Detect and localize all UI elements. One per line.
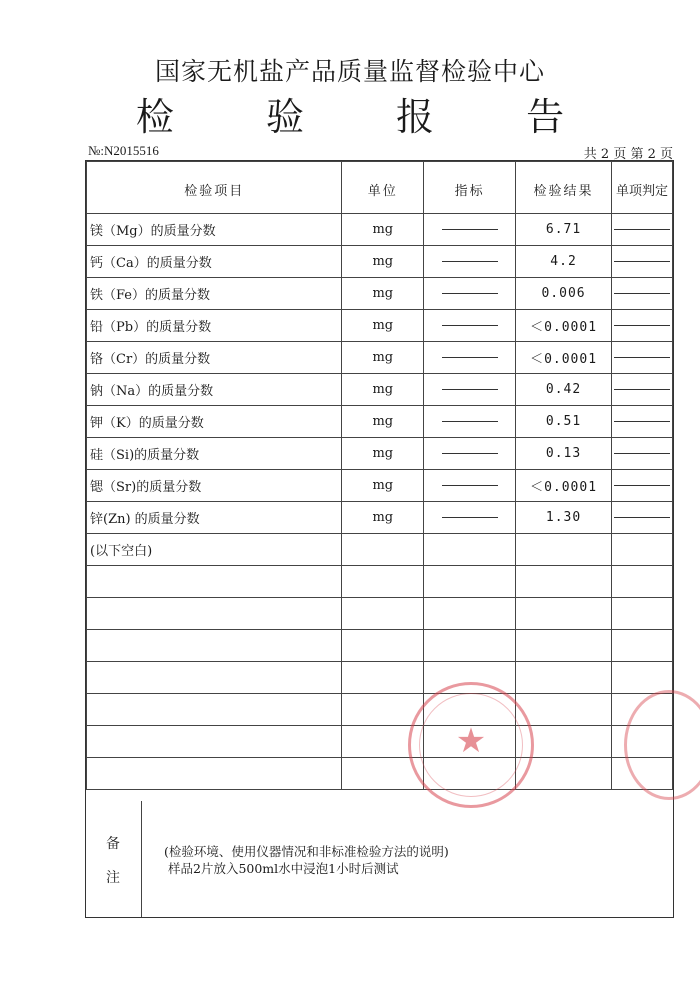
results-table xyxy=(86,161,673,790)
official-seal xyxy=(408,682,534,808)
col-header-unit: 单位 xyxy=(342,162,424,214)
row-result: 0.42 xyxy=(516,374,612,406)
row-judgement-dash xyxy=(611,470,672,502)
row-spec-dash xyxy=(424,342,516,374)
blank-row xyxy=(87,566,673,598)
remarks-line-2: 样品2片放入500ml水中浸泡1小时后测试 xyxy=(168,861,399,876)
table-row xyxy=(87,246,673,278)
table-row xyxy=(87,502,673,534)
row-item: 钾（K）的质量分数 xyxy=(87,406,342,438)
blank-row xyxy=(87,662,673,694)
row-unit: mg xyxy=(342,406,424,438)
page-info: 共 2 页 第 2 页 xyxy=(583,147,673,162)
remarks-text xyxy=(164,843,449,877)
blank-row xyxy=(87,694,673,726)
row-judgement-dash xyxy=(611,374,672,406)
row-item: 钙（Ca）的质量分数 xyxy=(87,246,342,278)
row-unit: mg xyxy=(342,310,424,342)
document-number: №:N2015516 xyxy=(88,143,159,158)
row-item: 硅（Si)的质量分数 xyxy=(87,438,342,470)
table-row xyxy=(87,342,673,374)
row-unit: mg xyxy=(342,342,424,374)
row-judgement-dash xyxy=(611,246,672,278)
row-item: 镁（Mg）的质量分数 xyxy=(87,214,342,246)
row-spec-dash xyxy=(424,438,516,470)
row-judgement-dash xyxy=(611,278,672,310)
table-row xyxy=(87,406,673,438)
remarks-label-char-2: 注 xyxy=(106,870,120,886)
table-row-end-note xyxy=(87,534,673,566)
row-spec-dash xyxy=(424,470,516,502)
row-result: 0.13 xyxy=(516,438,612,470)
row-item: 铅（Pb）的质量分数 xyxy=(87,310,342,342)
row-item: 锶（Sr)的质量分数 xyxy=(87,470,342,502)
row-unit: mg xyxy=(342,438,424,470)
row-spec-dash xyxy=(424,214,516,246)
report-sheet xyxy=(85,160,674,918)
row-item: 钠（Na）的质量分数 xyxy=(87,374,342,406)
row-result: 0.51 xyxy=(516,406,612,438)
organization-name: 国家无机盐产品质量监督检验中心 xyxy=(154,57,545,86)
row-result: ＜0.0001 xyxy=(516,310,612,342)
row-result: ＜0.0001 xyxy=(516,470,612,502)
remarks-label xyxy=(86,801,142,917)
blank-row xyxy=(87,726,673,758)
row-spec-dash xyxy=(424,310,516,342)
report-title: 检 验 报 告 xyxy=(135,95,605,139)
remarks-label-char-1: 备 xyxy=(106,836,120,852)
blank-row xyxy=(87,630,673,662)
row-judgement-dash xyxy=(611,438,672,470)
row-result: 4.2 xyxy=(516,246,612,278)
row-item: 铬（Cr）的质量分数 xyxy=(87,342,342,374)
blank-row xyxy=(87,598,673,630)
row-spec-dash xyxy=(424,502,516,534)
row-item: 铁（Fe）的质量分数 xyxy=(87,278,342,310)
table-row xyxy=(87,214,673,246)
row-result: ＜0.0001 xyxy=(516,342,612,374)
row-spec-dash xyxy=(424,374,516,406)
row-judgement-dash xyxy=(611,214,672,246)
row-spec-dash xyxy=(424,246,516,278)
row-spec-dash xyxy=(424,406,516,438)
remarks-section xyxy=(86,801,672,917)
table-row xyxy=(87,278,673,310)
table-row xyxy=(87,470,673,502)
row-spec-dash xyxy=(424,278,516,310)
row-result: 1.30 xyxy=(516,502,612,534)
row-judgement-dash xyxy=(611,406,672,438)
row-judgement-dash xyxy=(611,342,672,374)
row-unit: mg xyxy=(342,246,424,278)
row-result: 0.006 xyxy=(516,278,612,310)
row-unit: mg xyxy=(342,374,424,406)
table-row xyxy=(87,310,673,342)
table-header-row xyxy=(87,162,673,214)
table-row xyxy=(87,374,673,406)
col-header-item: 检验项目 xyxy=(87,162,342,214)
row-unit: mg xyxy=(342,502,424,534)
table-row xyxy=(87,438,673,470)
col-header-result: 检验结果 xyxy=(516,162,612,214)
row-item: 锌(Zn) 的质量分数 xyxy=(87,502,342,534)
end-note: (以下空白) xyxy=(87,534,342,566)
row-unit: mg xyxy=(342,278,424,310)
row-judgement-dash xyxy=(611,502,672,534)
row-result: 6.71 xyxy=(516,214,612,246)
row-unit: mg xyxy=(342,470,424,502)
col-header-judgement: 单项判定 xyxy=(611,162,672,214)
row-judgement-dash xyxy=(611,310,672,342)
seal-star-icon: ★ xyxy=(455,721,487,761)
col-header-spec: 指标 xyxy=(424,162,516,214)
row-unit: mg xyxy=(342,214,424,246)
blank-row xyxy=(87,758,673,790)
remarks-line-1: (检验环境、使用仪器情况和非标准检验方法的说明) xyxy=(164,844,449,859)
